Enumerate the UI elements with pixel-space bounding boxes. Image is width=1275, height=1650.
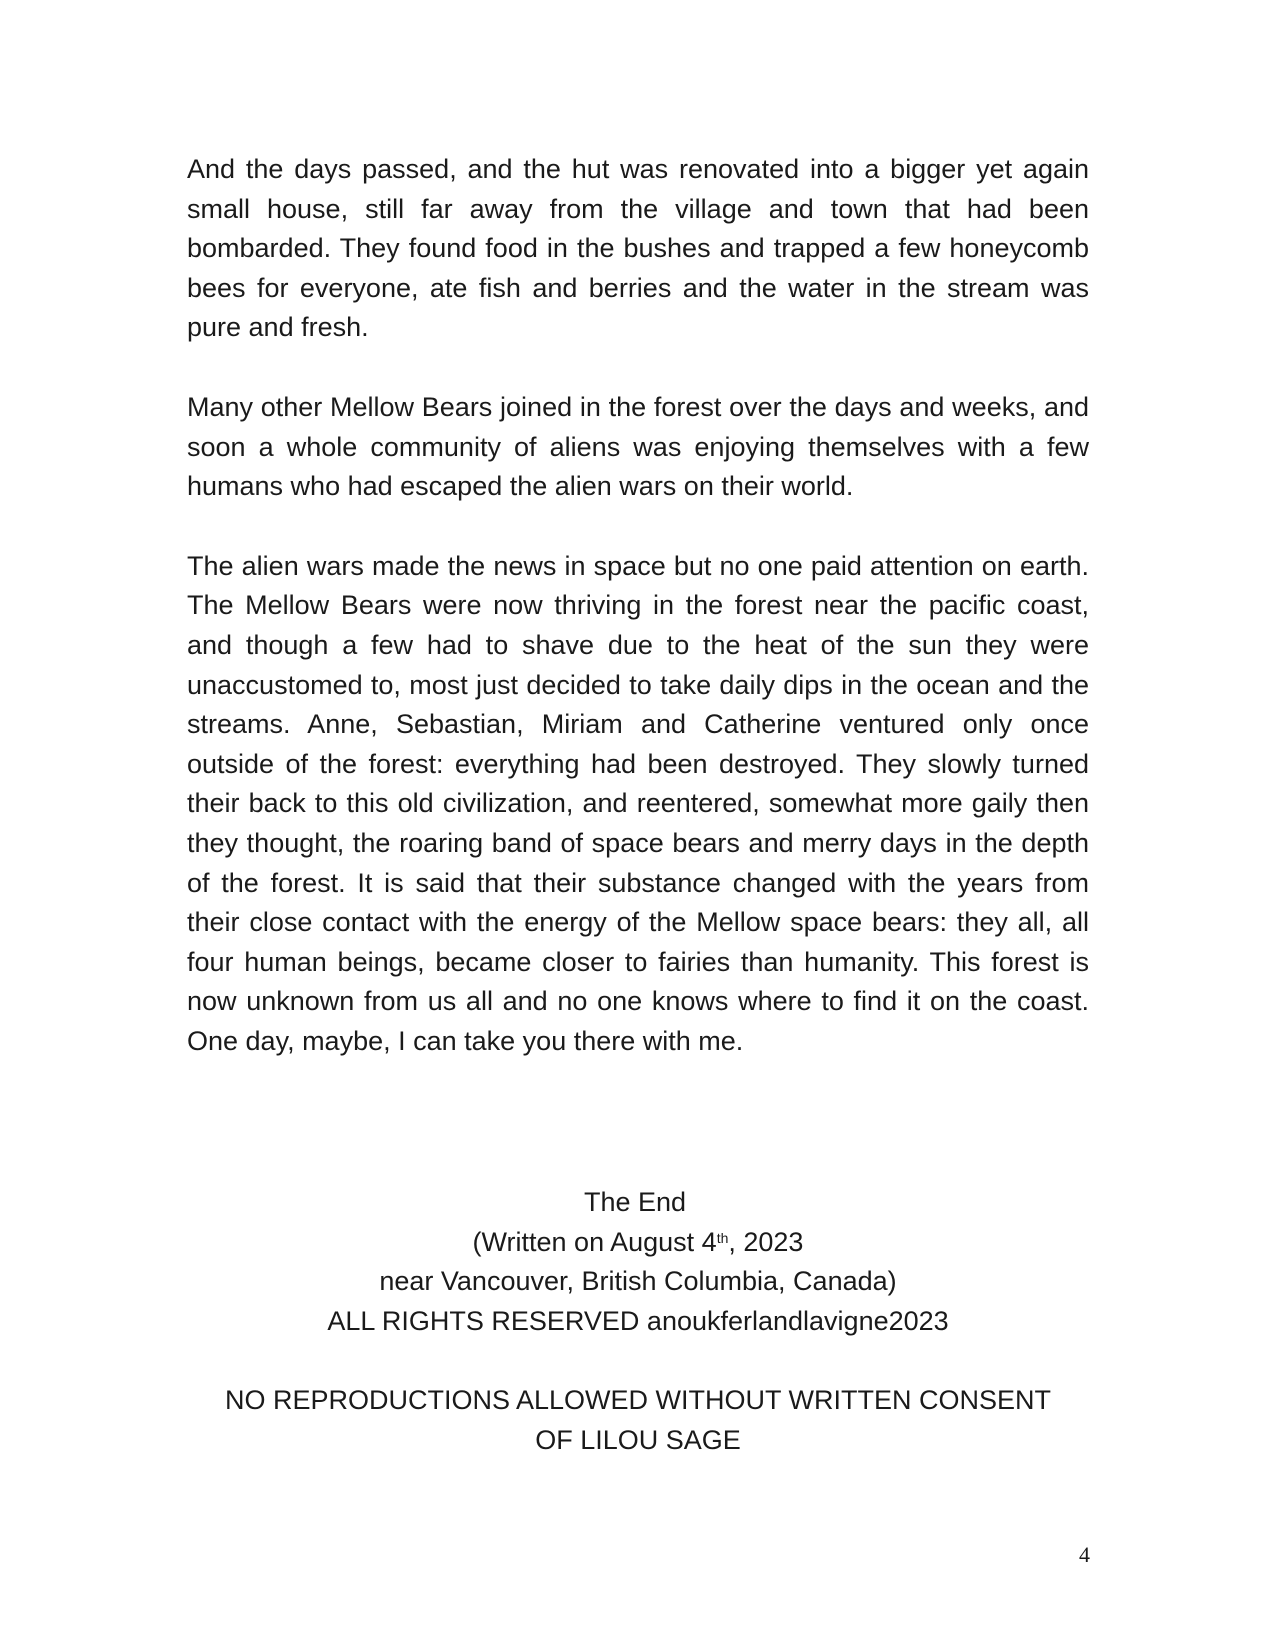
story-paragraph-2: Many other Mellow Bears joined in the forest over the days and weeks, and soon a whole community of aliens was enjoying themselves with a few humans who had escaped the alien wars on their world. bbox=[187, 391, 1089, 502]
reproduction-notice-line-1: NO REPRODUCTIONS ALLOWED WITHOUT WRITTEN CONSENT bbox=[224, 1385, 1052, 1415]
story-body bbox=[187, 150, 1089, 1101]
the-end-heading: The End bbox=[583, 1187, 687, 1217]
written-date-line bbox=[187, 1223, 1089, 1263]
reproduction-notice-line-2: OF LILOU SAGE bbox=[535, 1424, 741, 1455]
story-paragraph-3: The alien wars made the news in space but no one paid attention on earth. The Mellow Bears were now thriving in the forest near the pacific coast, and though a few had to shave due to the heat of the sun they were unaccustomed to, most just decided to take daily dips in the ocean and the streams. Anne, Sebastian, Miriam and Catherine ventured only once outside of the forest: everything had been destroyed. They slowly turned their back to this old civilization, and reentered, somewhat more gaily then they thought, the roaring band of space bears and merry days in the depth of the forest. It is said that their substance changed with the years from their close contact with the energy of the Mellow space bears: they all, all four human beings, became closer to fairies than humanity. This forest is now unknown from us all and no one knows where to find it on the coast. One day, maybe, I can take you there with me. bbox=[187, 550, 1089, 1056]
rights-reserved-line: ALL RIGHTS RESERVED anoukferlandlavigne2023 bbox=[327, 1305, 949, 1336]
closing-block bbox=[187, 1183, 1089, 1341]
written-date-suffix: , 2023 bbox=[728, 1226, 804, 1257]
page-number: 4 bbox=[1079, 1542, 1090, 1567]
reproduction-notice bbox=[187, 1381, 1089, 1460]
written-date-ordinal: th bbox=[716, 1229, 729, 1246]
story-paragraph-1: And the days passed, and the hut was renovated into a bigger yet again small house, still far away from the village and town that had been bombarded. They found food in the bushes and trapped a few honeycomb bees for everyone, ate fish and berries and the water in the stream was pure and fresh. bbox=[187, 154, 1089, 343]
written-date-prefix: (Written on August 4 bbox=[472, 1226, 717, 1257]
written-location-line: near Vancouver, British Columbia, Canada) bbox=[379, 1266, 897, 1297]
